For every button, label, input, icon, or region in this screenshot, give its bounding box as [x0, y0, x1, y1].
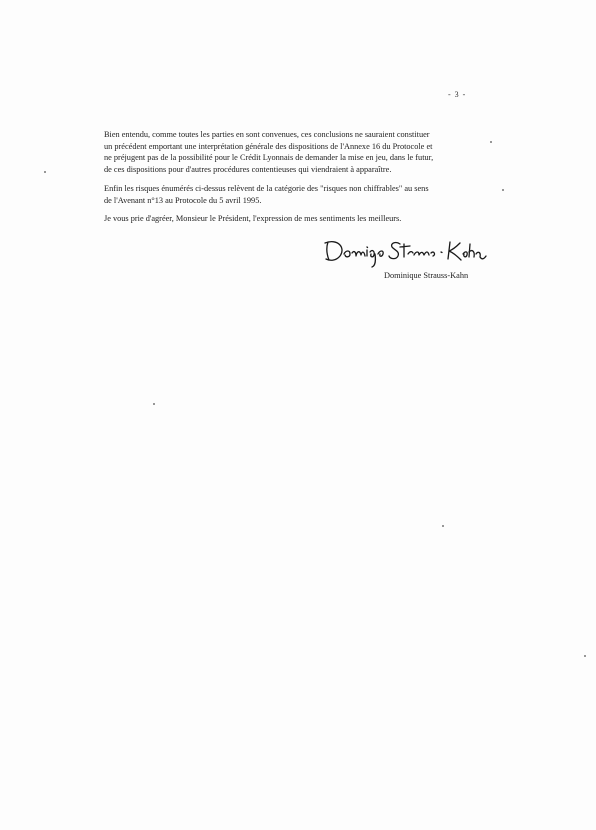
scan-speck	[502, 189, 504, 191]
scan-speck	[44, 171, 46, 173]
scan-speck	[490, 141, 492, 143]
scan-speck	[153, 403, 155, 405]
text-line: Je vous prie d'agréer, Monsieur le Président, l'expression de mes sentiments les meilleurs.	[104, 214, 402, 223]
paragraph-risks	[104, 183, 486, 206]
paragraph-closing	[104, 213, 486, 225]
page-number: - 3 -	[448, 90, 467, 99]
scan-speck	[442, 525, 444, 527]
text-line: de ces dispositions pour d'autres procédures contentieuses qui viendraient à apparaître.	[104, 164, 392, 174]
scan-speck	[584, 655, 586, 657]
handwritten-signature	[320, 230, 488, 270]
text-line: de l'Avenant n°13 au Protocole du 5 avril 1995.	[104, 195, 262, 205]
text-line: un précédent emportant une interprétation générale des dispositions de l'Annexe 16 du Protocole et	[104, 141, 433, 151]
text-line: ne préjugent pas de la possibilité pour le Crédit Lyonnais de demander la mise en jeu, dans le futur,	[104, 153, 434, 163]
signer-name: Dominique Strauss-Kahn	[384, 271, 469, 280]
paragraph-conclusions	[104, 129, 486, 175]
text-line: Bien entendu, comme toutes les parties en sont convenues, ces conclusions ne sauraient constituer	[104, 130, 430, 139]
text-line: Enfin les risques énumérés ci-dessus relèvent de la catégorie des "risques non chiffrables" au sens	[104, 184, 429, 193]
